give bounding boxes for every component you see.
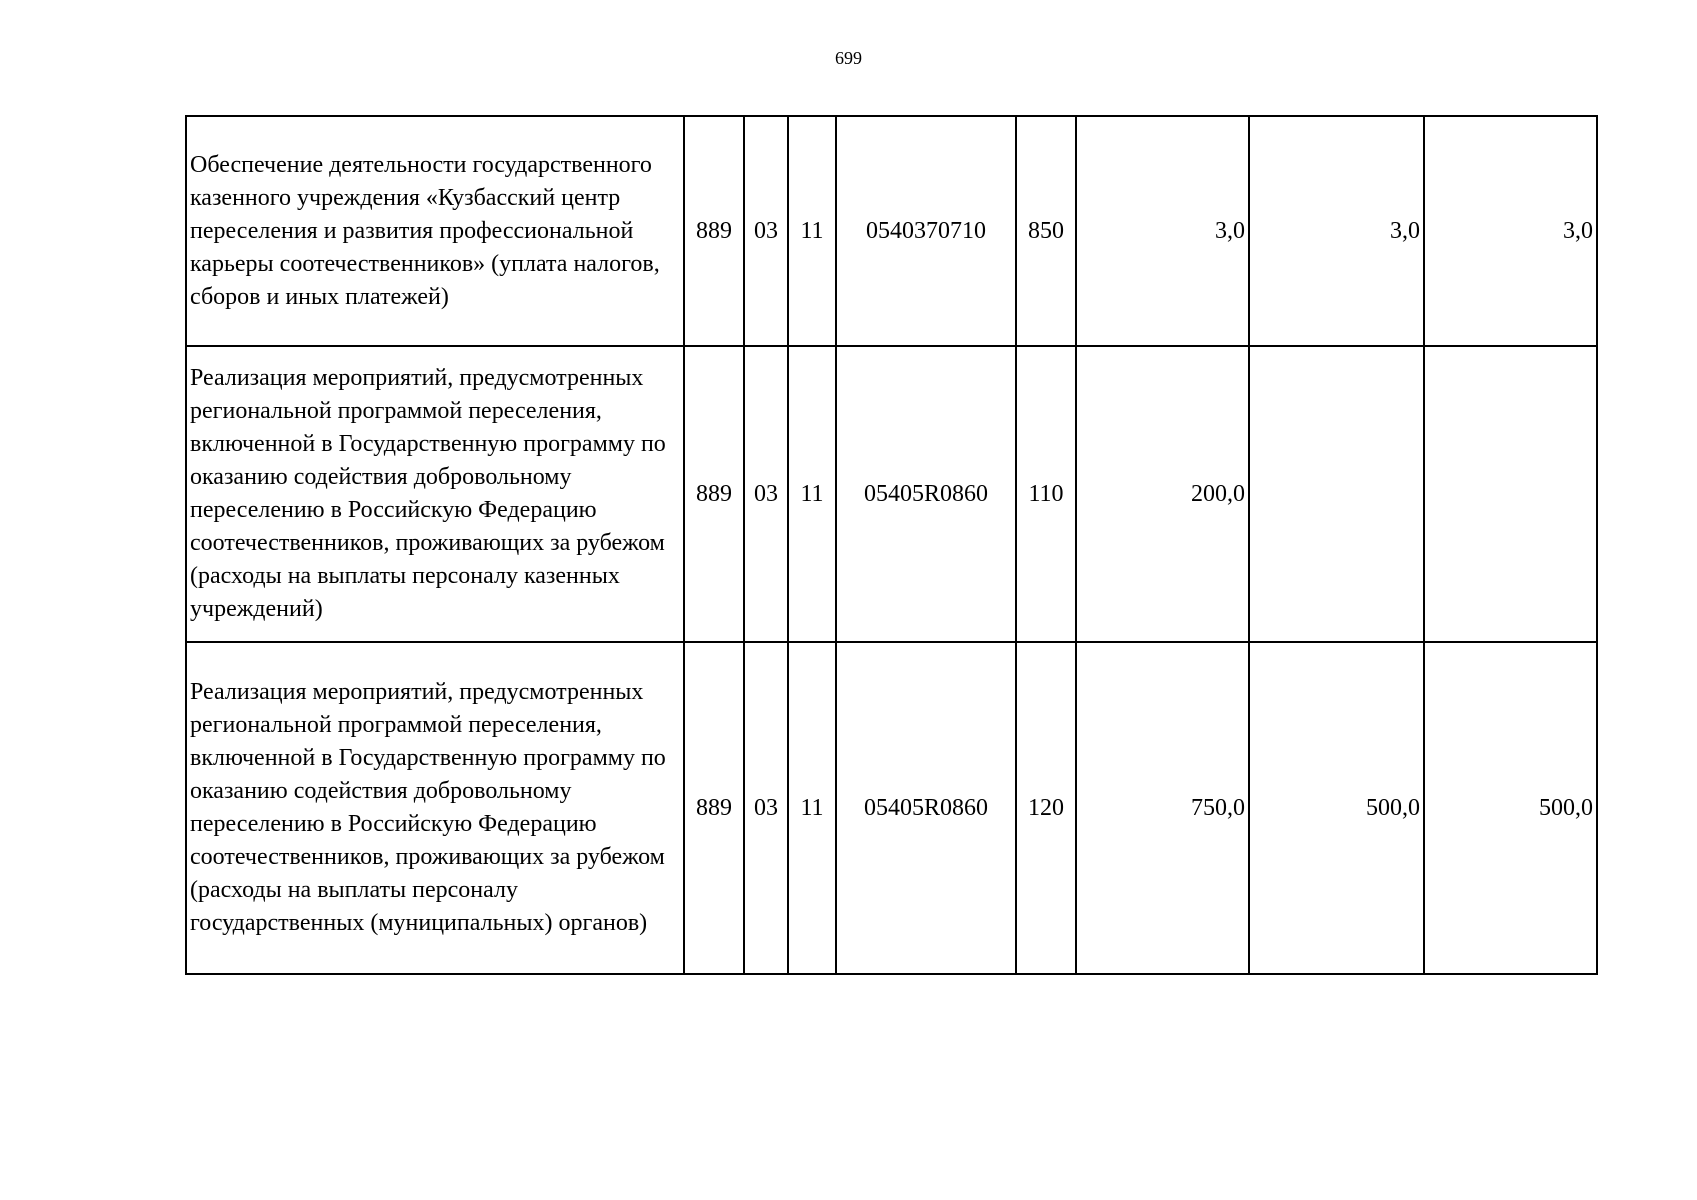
ministry-code: 889: [684, 116, 744, 346]
row-description: Реализация мероприятий, предусмотренных региональной программой переселения, включенной в Государственную программу по оказанию содействия добровольному переселению в Российскую Федерацию соотечественников, проживающих за рубежом (расходы на выплаты персоналу казенных учреждений): [186, 346, 684, 642]
subsection-code: 11: [788, 346, 836, 642]
amount-year-2: 500,0: [1249, 642, 1424, 974]
target-article-code: 0540370710: [836, 116, 1016, 346]
amount-year-2: 3,0: [1249, 116, 1424, 346]
subsection-code: 11: [788, 116, 836, 346]
amount-year-2: [1249, 346, 1424, 642]
section-code: 03: [744, 346, 788, 642]
table-row: [186, 116, 1597, 346]
section-code: 03: [744, 116, 788, 346]
target-article-code: 05405R0860: [836, 642, 1016, 974]
amount-year-3: 500,0: [1424, 642, 1597, 974]
amount-year-1: 750,0: [1076, 642, 1249, 974]
amount-year-3: [1424, 346, 1597, 642]
expense-type-code: 850: [1016, 116, 1076, 346]
amount-year-1: 3,0: [1076, 116, 1249, 346]
section-code: 03: [744, 642, 788, 974]
table-row: [186, 642, 1597, 974]
table-row: [186, 346, 1597, 642]
row-description: Обеспечение деятельности государственного казенного учреждения «Кузбасский центр переселения и развития профессиональной карьеры соотечественников» (уплата налогов, сборов и иных платежей): [186, 116, 684, 346]
amount-year-1: 200,0: [1076, 346, 1249, 642]
ministry-code: 889: [684, 346, 744, 642]
budget-table: [185, 115, 1598, 975]
ministry-code: 889: [684, 642, 744, 974]
page-number: 699: [835, 48, 862, 68]
expense-type-code: 120: [1016, 642, 1076, 974]
expense-type-code: 110: [1016, 346, 1076, 642]
amount-year-3: 3,0: [1424, 116, 1597, 346]
target-article-code: 05405R0860: [836, 346, 1016, 642]
subsection-code: 11: [788, 642, 836, 974]
row-description: Реализация мероприятий, предусмотренных региональной программой переселения, включенной в Государственную программу по оказанию содействия добровольному переселению в Российскую Федерацию соотечественников, проживающих за рубежом (расходы на выплаты персоналу государственных (муниципальных) органов): [186, 642, 684, 974]
